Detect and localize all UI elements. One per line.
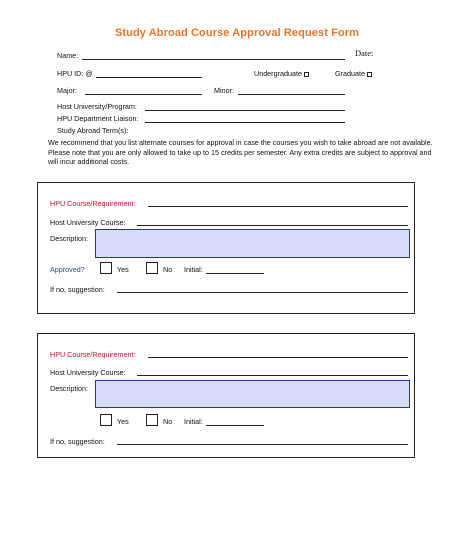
- yes-label: Yes: [117, 265, 129, 274]
- alternate-courses-note: We recommend that you list alternate courses for approval in case the courses you wish to take abroad are not available. Please note that you are only allowed to take up to 15 credits per semester. Any extra credits are subject to approval and will incur additional costs.: [48, 138, 433, 167]
- host-university-label: Host University/Program:: [57, 102, 137, 111]
- name-field[interactable]: [82, 59, 345, 60]
- host-course-label: Host University Course:: [50, 368, 126, 377]
- study-abroad-terms-label: Study Abroad Term(s):: [57, 126, 129, 135]
- undergraduate-label: Undergraduate: [254, 69, 302, 78]
- suggestion-label: If no, suggestion:: [50, 437, 105, 446]
- description-textarea[interactable]: [95, 380, 410, 408]
- suggestion-field[interactable]: [117, 292, 408, 293]
- minor-field[interactable]: [238, 94, 345, 95]
- no-checkbox[interactable]: [146, 262, 158, 274]
- hpu-course-label: HPU Course/Requirement:: [50, 199, 136, 208]
- host-course-label: Host University Course:: [50, 218, 126, 227]
- initial-label: Initial:: [184, 417, 203, 426]
- yes-checkbox[interactable]: [100, 262, 112, 274]
- host-course-field[interactable]: [137, 225, 408, 226]
- approved-label: Approved?: [50, 265, 85, 274]
- hpu-id-label: HPU ID: @: [57, 69, 93, 78]
- description-label: Description:: [50, 234, 88, 243]
- hpu-course-field[interactable]: [148, 206, 408, 207]
- liaison-field[interactable]: [145, 122, 345, 123]
- graduate-checkbox[interactable]: [367, 72, 372, 77]
- major-label: Major:: [57, 86, 77, 95]
- yes-label: Yes: [117, 417, 129, 426]
- hpu-course-label: HPU Course/Requirement:: [50, 350, 136, 359]
- initial-field[interactable]: [206, 273, 264, 274]
- hpu-id-field[interactable]: [96, 77, 202, 78]
- hpu-course-field[interactable]: [148, 357, 408, 358]
- description-label: Description:: [50, 384, 88, 393]
- host-university-field[interactable]: [145, 110, 345, 111]
- major-field[interactable]: [85, 94, 202, 95]
- no-label: No: [163, 417, 173, 426]
- graduate-option[interactable]: [335, 69, 372, 78]
- date-label: Date:: [355, 48, 374, 58]
- graduate-label: Graduate: [335, 69, 365, 78]
- initial-field[interactable]: [206, 425, 264, 426]
- description-textarea[interactable]: [95, 229, 410, 258]
- suggestion-label: If no, suggestion:: [50, 285, 105, 294]
- no-checkbox[interactable]: [146, 414, 158, 426]
- name-label: Name:: [57, 51, 79, 60]
- minor-label: Minor:: [214, 86, 234, 95]
- undergraduate-option[interactable]: [254, 69, 309, 78]
- form-title: Study Abroad Course Approval Request Form: [114, 27, 360, 39]
- suggestion-field[interactable]: [117, 444, 408, 445]
- liaison-label: HPU Department Liaison:: [57, 114, 139, 123]
- undergraduate-checkbox[interactable]: [304, 72, 309, 77]
- no-label: No: [163, 265, 173, 274]
- initial-label: Initial:: [184, 265, 203, 274]
- host-course-field[interactable]: [137, 375, 408, 376]
- yes-checkbox[interactable]: [100, 414, 112, 426]
